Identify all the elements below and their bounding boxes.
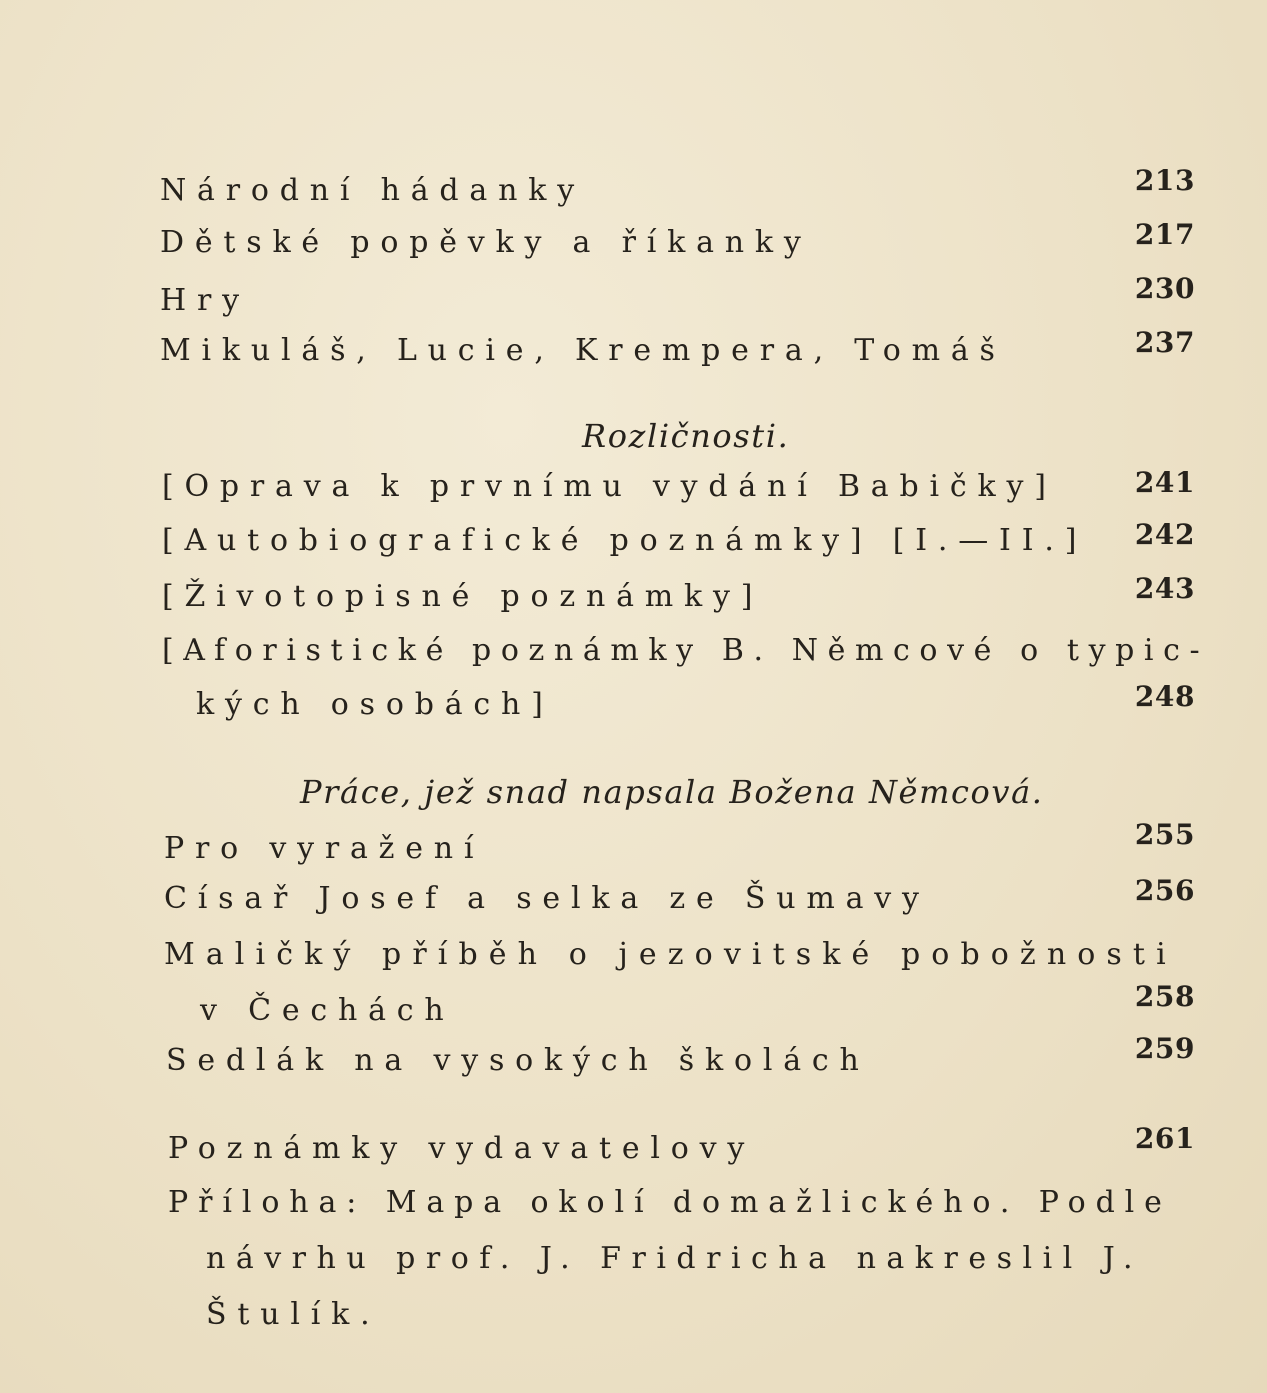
toc-entry-title: [Autobiografické poznámky] [I.—II.]: [162, 523, 1088, 558]
toc-entry-title: Příloha: Mapa okolí domažlického. Podle: [168, 1185, 1172, 1220]
toc-entry-title: Maličký příběh o jezovitské pobožnosti: [164, 937, 1177, 972]
toc-entry-title: [Životopisné poznámky]: [162, 579, 764, 614]
toc-entry-page: 230: [1134, 272, 1195, 305]
toc-entry-title-continuation: návrhu prof. J. Fridricha nakreslil J.: [206, 1241, 1144, 1276]
toc-entry-page: 241: [1134, 466, 1195, 499]
toc-entry-title: Mikuláš, Lucie, Krempera, Tomáš: [160, 333, 1006, 368]
toc-entry-page: 261: [1134, 1122, 1195, 1155]
toc-entry-page: 255: [1134, 818, 1195, 851]
toc-entry-page: 217: [1134, 218, 1195, 251]
toc-entry-page: 237: [1134, 326, 1195, 359]
toc-entry-page: 243: [1134, 572, 1195, 605]
toc-entry-page: 258: [1134, 980, 1195, 1013]
toc-entry-page: 242: [1134, 518, 1195, 551]
toc-entry-title: Poznámky vydavatelovy: [168, 1131, 756, 1166]
toc-entry-title: Národní hádanky: [160, 173, 585, 208]
toc-entry-title: Sedlák na vysokých školách: [166, 1043, 870, 1078]
toc-entry-title: Pro vyražení: [164, 831, 485, 866]
toc-entry-title: [Aforistické poznámky B. Němcové o typic-: [162, 633, 1210, 668]
toc-entry-title: Císař Josef a selka ze Šumavy: [164, 881, 930, 916]
toc-entry-title-continuation: v Čechách: [200, 993, 455, 1028]
toc-entry-page: 256: [1134, 874, 1195, 907]
toc-entry-title-continuation: Štulík.: [206, 1297, 381, 1332]
toc-entry-title-continuation: kých osobách]: [196, 687, 554, 722]
toc-entry-title: Dětské popěvky a říkanky: [160, 225, 812, 260]
section-heading-text: Práce, jež snad napsala Božena Němcová.: [300, 773, 1044, 811]
toc-entry-page: 213: [1134, 164, 1195, 197]
toc-entry-title: [Oprava k prvnímu vydání Babičky]: [162, 469, 1057, 504]
section-heading-text: Rozličnosti.: [582, 417, 790, 455]
toc-entry-title: Hry: [160, 283, 250, 318]
toc-entry-page: 248: [1134, 680, 1195, 713]
toc-entry-page: 259: [1134, 1032, 1195, 1065]
